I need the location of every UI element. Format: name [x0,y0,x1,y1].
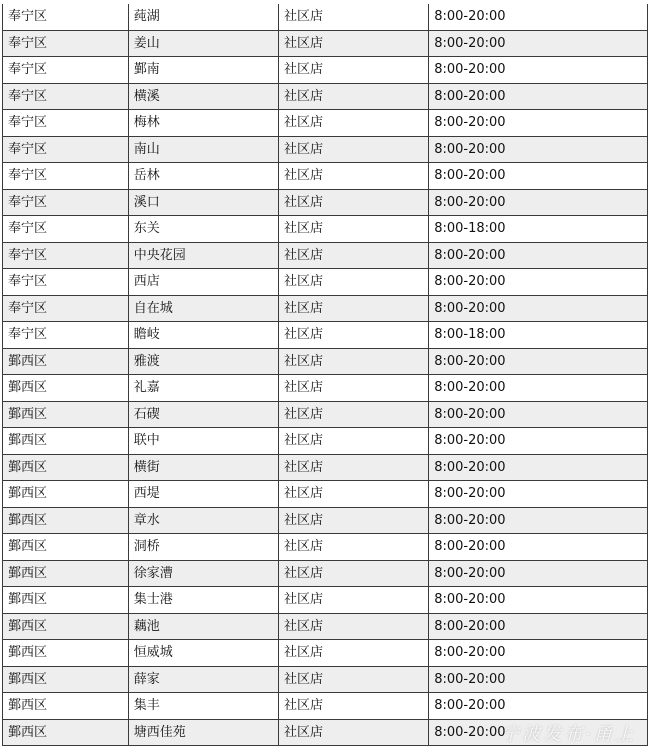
table-row [3,454,648,481]
district-cell: 鄞西区 [3,454,129,481]
store-name-cell: 徐家漕 [128,560,278,587]
store-name-cell: 藕池 [128,613,278,640]
store-name-cell: 西堤 [128,481,278,508]
opening-hours-cell: 8:00-20:00 [429,242,648,269]
table-row [3,242,648,269]
store-type-cell: 社区店 [278,560,428,587]
opening-hours-cell: 8:00-20:00 [429,110,648,137]
opening-hours-cell: 8:00-20:00 [429,719,648,746]
store-name-cell: 南山 [128,136,278,163]
table-row [3,57,648,84]
table-row [3,348,648,375]
table-row [3,507,648,534]
store-name-cell: 雅渡 [128,348,278,375]
opening-hours-cell: 8:00-20:00 [429,428,648,455]
store-type-cell: 社区店 [278,295,428,322]
district-cell: 奉宁区 [3,30,129,57]
store-type-cell: 社区店 [278,57,428,84]
table-row [3,719,648,746]
store-type-cell: 社区店 [278,534,428,561]
opening-hours-cell: 8:00-20:00 [429,189,648,216]
table-row [3,4,648,30]
opening-hours-cell: 8:00-20:00 [429,83,648,110]
table-row [3,534,648,561]
opening-hours-cell: 8:00-20:00 [429,454,648,481]
opening-hours-cell: 8:00-20:00 [429,136,648,163]
table-row [3,613,648,640]
store-name-cell: 东关 [128,216,278,243]
store-type-cell: 社区店 [278,189,428,216]
district-cell: 奉宁区 [3,4,129,30]
opening-hours-cell: 8:00-20:00 [429,534,648,561]
store-type-cell: 社区店 [278,242,428,269]
store-type-cell: 社区店 [278,719,428,746]
opening-hours-cell: 8:00-20:00 [429,375,648,402]
opening-hours-cell: 8:00-20:00 [429,163,648,190]
district-cell: 鄞西区 [3,640,129,667]
district-cell: 鄞西区 [3,401,129,428]
store-type-cell: 社区店 [278,507,428,534]
table-body [3,4,648,746]
district-cell: 鄞西区 [3,693,129,720]
district-cell: 奉宁区 [3,242,129,269]
opening-hours-cell: 8:00-20:00 [429,507,648,534]
store-name-cell: 礼嘉 [128,375,278,402]
district-cell: 奉宁区 [3,189,129,216]
store-type-cell: 社区店 [278,4,428,30]
table-row [3,666,648,693]
district-cell: 鄞西区 [3,375,129,402]
table-row [3,189,648,216]
opening-hours-cell: 8:00-18:00 [429,322,648,349]
table-row [3,693,648,720]
table-row [3,322,648,349]
table-row [3,481,648,508]
table-row [3,428,648,455]
store-name-cell: 瞻岐 [128,322,278,349]
table-row [3,110,648,137]
store-name-cell: 溪口 [128,189,278,216]
table-row [3,401,648,428]
store-name-cell: 横街 [128,454,278,481]
store-name-cell: 薛家 [128,666,278,693]
store-type-cell: 社区店 [278,30,428,57]
store-name-cell: 自在城 [128,295,278,322]
store-name-cell: 洞桥 [128,534,278,561]
table-row [3,587,648,614]
store-type-cell: 社区店 [278,613,428,640]
opening-hours-cell: 8:00-20:00 [429,348,648,375]
district-cell: 鄞西区 [3,587,129,614]
district-cell: 奉宁区 [3,57,129,84]
district-cell: 奉宁区 [3,322,129,349]
opening-hours-cell: 8:00-20:00 [429,587,648,614]
store-name-cell: 莼湖 [128,4,278,30]
table-row [3,560,648,587]
opening-hours-cell: 8:00-20:00 [429,401,648,428]
store-type-cell: 社区店 [278,348,428,375]
district-cell: 鄞西区 [3,348,129,375]
district-cell: 奉宁区 [3,110,129,137]
store-type-cell: 社区店 [278,454,428,481]
table-row [3,30,648,57]
store-type-cell: 社区店 [278,481,428,508]
district-cell: 鄞西区 [3,560,129,587]
store-name-cell: 鄞南 [128,57,278,84]
store-name-cell: 集士港 [128,587,278,614]
store-name-cell: 集丰 [128,693,278,720]
opening-hours-cell: 8:00-20:00 [429,693,648,720]
opening-hours-cell: 8:00-20:00 [429,30,648,57]
district-cell: 奉宁区 [3,136,129,163]
district-cell: 鄞西区 [3,613,129,640]
district-cell: 鄞西区 [3,481,129,508]
opening-hours-cell: 8:00-18:00 [429,216,648,243]
store-name-cell: 岳林 [128,163,278,190]
opening-hours-cell: 8:00-20:00 [429,640,648,667]
store-type-cell: 社区店 [278,269,428,296]
table-row [3,83,648,110]
store-type-cell: 社区店 [278,110,428,137]
store-type-cell: 社区店 [278,428,428,455]
store-type-cell: 社区店 [278,401,428,428]
store-type-cell: 社区店 [278,83,428,110]
district-cell: 奉宁区 [3,163,129,190]
district-cell: 奉宁区 [3,83,129,110]
store-type-cell: 社区店 [278,666,428,693]
store-type-cell: 社区店 [278,693,428,720]
opening-hours-cell: 8:00-20:00 [429,269,648,296]
district-cell: 奉宁区 [3,295,129,322]
store-name-cell: 恒威城 [128,640,278,667]
opening-hours-cell: 8:00-20:00 [429,295,648,322]
opening-hours-cell: 8:00-20:00 [429,560,648,587]
store-name-cell: 章水 [128,507,278,534]
store-type-cell: 社区店 [278,640,428,667]
store-type-cell: 社区店 [278,587,428,614]
district-cell: 鄞西区 [3,507,129,534]
district-cell: 鄞西区 [3,719,129,746]
table-row [3,295,648,322]
store-name-cell: 中央花园 [128,242,278,269]
table-row [3,375,648,402]
store-name-cell: 塘西佳苑 [128,719,278,746]
store-type-cell: 社区店 [278,136,428,163]
store-name-cell: 联中 [128,428,278,455]
opening-hours-cell: 8:00-20:00 [429,4,648,30]
table-row [3,216,648,243]
store-name-cell: 梅林 [128,110,278,137]
watermark: 宁波发布·甬上 [501,724,636,745]
table-row [3,269,648,296]
store-name-cell: 西店 [128,269,278,296]
table-row [3,136,648,163]
district-cell: 鄞西区 [3,666,129,693]
store-type-cell: 社区店 [278,322,428,349]
store-type-cell: 社区店 [278,375,428,402]
district-cell: 鄞西区 [3,428,129,455]
district-cell: 奉宁区 [3,269,129,296]
store-table [2,4,648,746]
store-name-cell: 姜山 [128,30,278,57]
table-row [3,163,648,190]
district-cell: 奉宁区 [3,216,129,243]
opening-hours-cell: 8:00-20:00 [429,481,648,508]
store-type-cell: 社区店 [278,216,428,243]
store-name-cell: 石碶 [128,401,278,428]
opening-hours-cell: 8:00-20:00 [429,666,648,693]
opening-hours-cell: 8:00-20:00 [429,613,648,640]
district-cell: 鄞西区 [3,534,129,561]
opening-hours-cell: 8:00-20:00 [429,57,648,84]
store-type-cell: 社区店 [278,163,428,190]
table-row [3,640,648,667]
store-name-cell: 横溪 [128,83,278,110]
